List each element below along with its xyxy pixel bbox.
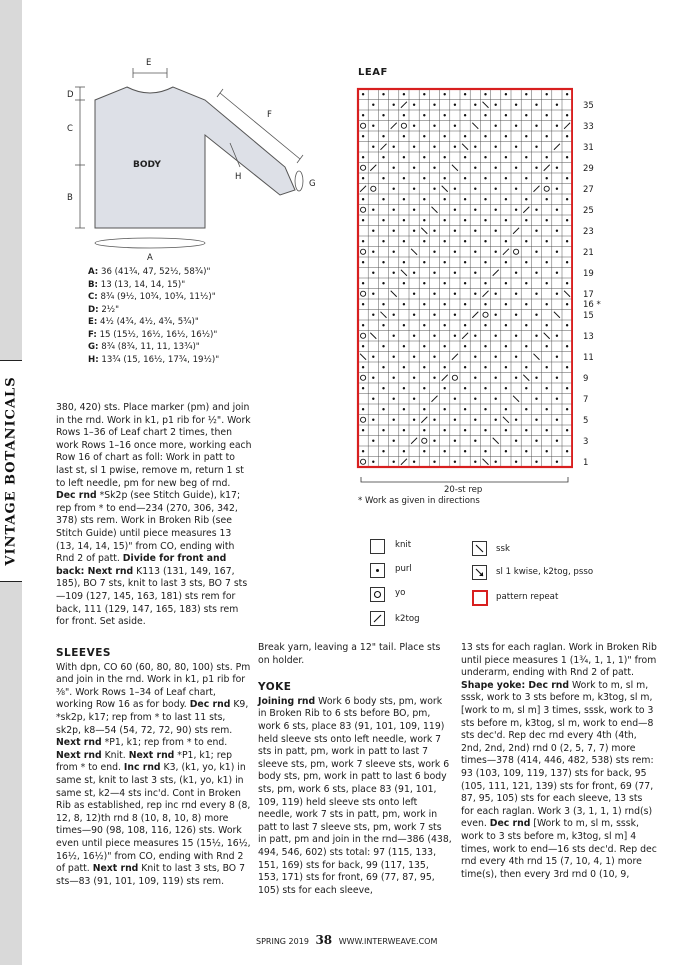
yoke-heading: YOKE [258, 681, 292, 694]
legend-yo-symbol [370, 587, 385, 602]
section-tab-label: VINTAGE BOTANICALS [3, 376, 19, 566]
chart-row-label: 29 [583, 163, 594, 174]
chart-row-label: 1 [583, 457, 589, 468]
chart-row-label: 13 [583, 331, 594, 342]
measurement-d: D: 2½" [88, 304, 120, 315]
legend-sk2p-symbol [472, 565, 487, 580]
schematic-letter-h: H [235, 172, 242, 182]
sweater-schematic [55, 55, 345, 265]
rep-bracket [360, 476, 570, 484]
legend-sk2p-label: sl 1 kwise, k2tog, psso [496, 567, 594, 577]
chart-row-label: 25 [583, 205, 594, 216]
chart-row-label: 27 [583, 184, 594, 195]
chart-row-label: 15 [583, 310, 594, 321]
chart-row-label: 9 [583, 373, 589, 384]
legend-knit-symbol [370, 539, 385, 554]
measurement-f: F: 15 (15½, 16½, 16½, 16½)" [88, 329, 218, 340]
chart-row-label: 35 [583, 100, 594, 111]
legend-purl-label: purl [395, 564, 412, 574]
footer-site: WWW.INTERWEAVE.COM [338, 937, 438, 946]
sleeves-section: SLEEVES With dpn, CO 60 (60, 80, 80, 100) sts. Pm and join in the rnd. Work in k1, p1 rib for ⅜". Work Rows 1–34 of Leaf chart, working Row 16 as for body. Dec rnd K9, *sk2p, k17; rep from * to last 11 sts, sk2p, k8—54 (54, 72, 72, 90) sts rem. Next rnd *P1, k1; rep from * to end. Next rnd Knit. Next rnd *P1, k1; rep from * to end. Inc rnd K3, (k1, yo, k1) in same st, knit to last 3 sts, (k1, yo, k1) in same st, k2—4 sts inc'd. Cont in Broken Rib as established, rep inc rnd every 8 (8, 12, 8, 12)th rnd 8 (10, 8, 10, 8) more times—90 (98, 108, 116, 126) sts. Work even until piece measures 15 (15½, 16½, 16½, 16½)" from CO, ending with Rnd 2 of patt. Next rnd Knit to last 3 sts, BO 7 sts—83 (91, 101, 109, 119) sts rem. [56, 647, 251, 887]
chart-row-label: 33 [583, 121, 594, 132]
chart-row-label: 11 [583, 352, 594, 363]
legend-repeat-symbol [472, 590, 488, 606]
yoke-section: Break yarn, leaving a 12" tail. Place sts on holder. YOKE Joining rnd Work 6 body sts, pm, work in Broken Rib to 6 sts before BO, pm, work 6 sts, place 83 (91, 101, 109, 119) held sleeve sts onto left needle, work 7 sts in patt, pm, work in patt to last 7 sleeve sts, pm, work 7 sleeve sts, work 6 body sts, pm, work in patt to last 6 body sts, pm, work 6 sts, place 83 (91, 101, 109, 119) held sleeve sts onto left needle, work 7 sts in patt, pm, work in patt to last 7 sleeve sts, pm, work 7 sts in patt, pm and join in the rnd—386 (438, 494, 546, 602) sts total: 97 (115, 133, 151, 169) sts for back, 99 (117, 135, 153, 171) sts for front, 69 (77, 87, 95, 105) sts for each sleeve, [258, 642, 452, 896]
chart-row-label: 21 [583, 247, 594, 258]
chart-row-label: 7 [583, 394, 589, 405]
legend-repeat-label: pattern repeat [496, 592, 559, 602]
schematic-letter-c: C [67, 124, 73, 134]
legend-k2tog-symbol [370, 611, 385, 626]
measurement-g: G: 8¾ (8¾, 11, 11, 13¾)" [88, 342, 200, 352]
schematic-letter-a: A [147, 253, 153, 263]
legend-yo-label: yo [395, 588, 406, 598]
chart-row-label: 5 [583, 415, 589, 426]
legend-purl-symbol [370, 563, 385, 578]
schematic-body-label: BODY [133, 160, 161, 170]
measurement-a: A: 36 (41¾, 47, 52½, 58¾)" [88, 267, 211, 277]
legend-knit-label: knit [395, 540, 412, 550]
chart-note: * Work as given in directions [358, 496, 480, 506]
page-number: 38 [315, 933, 333, 947]
schematic-letter-d: D [67, 90, 74, 100]
page-footer [256, 933, 437, 947]
measurement-b: B: 13 (13, 14, 14, 15)" [88, 279, 186, 290]
chart-row-label: 31 [583, 142, 594, 153]
schematic-letter-b: B [67, 193, 73, 203]
chart-row-label: 23 [583, 226, 594, 237]
footer-issue: SPRING 2019 [256, 937, 309, 946]
measurement-c: C: 8¾ (9½, 10¾, 10¾, 11½)" [88, 292, 216, 302]
chart-row-label: 19 [583, 268, 594, 279]
schematic-letter-g: G [309, 179, 316, 189]
measurements-list [88, 266, 219, 366]
schematic-body-shape [95, 87, 295, 228]
legend-ssk-label: ssk [496, 544, 510, 554]
sleeves-heading: SLEEVES [56, 647, 111, 659]
chart-row-label: 16 * [583, 300, 601, 310]
legend-ssk-symbol [472, 541, 487, 556]
legend-k2tog-label: k2tog [395, 614, 420, 624]
body-instructions: 380, 420) sts. Place marker (pm) and join in the rnd. Work in k1, p1 rib for ½". Work Rows 1–36 of Leaf chart 2 times, then work Rows 1–16 once more, working each Row 16 of chart as foll: Work in patt to last st, sl 1 pwise, remove m, return 1 st to left needle, pm for new beg of rnd. Dec rnd *Sk2p (see Stitch Guide), k17; rep from * to end—234 (270, 306, 342, 378) sts rem. Work in Broken Rib (see Stitch Guide) until piece measures 13 (13, 14, 14, 15)" from CO, ending with Rnd 2 of patt. Divide for front and back: Next rnd K113 (131, 149, 167, 185), BO 7 sts, knit to last 3 sts, BO 7 sts—109 (127, 145, 163, 181) sts rem for back, 111 (129, 147, 165, 183) sts rem for front. Set aside. [56, 402, 252, 628]
section-tab [0, 360, 22, 582]
measurement-e: E: 4½ (4¾, 4½, 4¾, 5¾)" [88, 317, 199, 327]
yoke-shaping: 13 sts for each raglan. Work in Broken Rib until piece measures 1 (1¾, 1, 1, 1)" from underarm, ending with Rnd 2 of patt. Shape yoke: Dec rnd Work to m, sl m, sssk, work to 3 sts before m, k3tog, sl m, [work to m, sl m] 3 times, sssk, work to 3 sts before m, k3tog, sl m, work to end—8 sts dec'd. Rep dec rnd every 4th (4th, 2nd, 2nd, 2nd) rnd 0 (2, 5, 7, 7) more times—378 (414, 446, 482, 538) sts rem: 93 (103, 109, 119, 137) sts for back, 95 (105, 111, 121, 139) sts for front, 69 (77, 87, 95, 105) sts for each sleeve, 13 sts for each raglan. Work 3 (3, 1, 1, 1) rnd(s) even. Dec rnd [Work to m, sl m, sssk, work to 3 sts before m, k3tog, sl m] 4 times, work to end—16 sts dec'd. Rep dec rnd every 4th rnd 15 (7, 10, 4, 1) more time(s), then every 3rd rnd 0 (10, 9, [461, 642, 657, 880]
chart-row-label: 3 [583, 436, 589, 447]
chart-title: LEAF [358, 67, 388, 78]
leaf-chart-grid [356, 86, 573, 470]
chart-rep-label: 20-st rep [444, 485, 483, 495]
schematic-letter-e: E [146, 58, 152, 68]
chart-row-label: 17 [583, 289, 594, 300]
measurement-h: H: 13¾ (15, 16½, 17¾, 19½)" [88, 354, 220, 365]
schematic-letter-f: F [267, 110, 272, 120]
